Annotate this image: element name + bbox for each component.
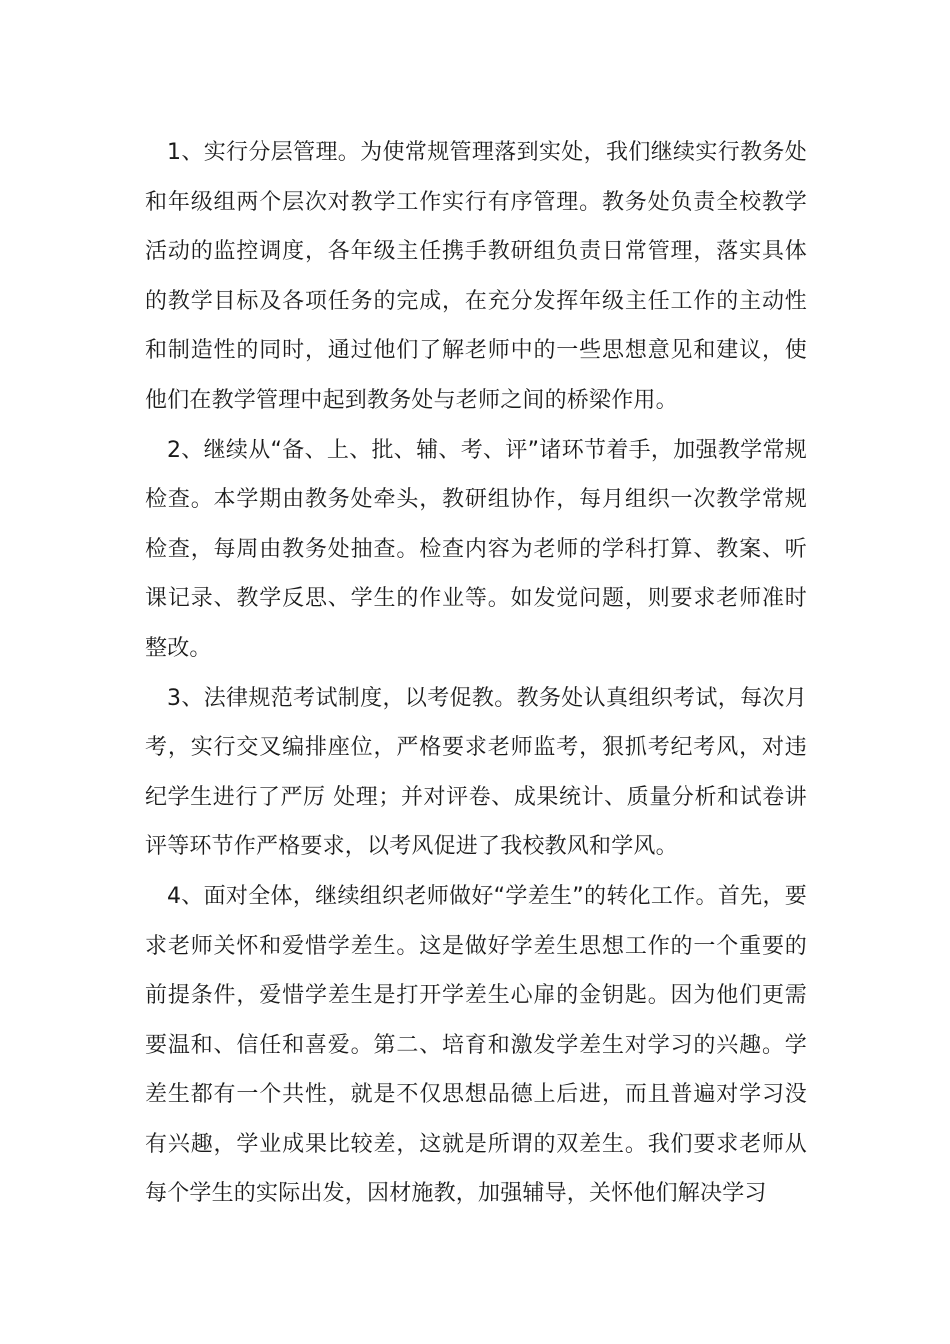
document-body [145, 128, 807, 1219]
paragraph-2: 2、继续从“备、上、批、辅、考、评”诸环节着手，加强教学常规检查。本学期由教务处牵头，教研组协作，每月组织一次教学常规检查，每周由教务处抽查。检查内容为老师的学科打算、教案、听课记录、教学反思、学生的作业等。如发觉问题，则要求老师准时整改。 [145, 437, 807, 661]
paragraph-3: 3、法律规范考试制度，以考促教。教务处认真组织考试，每次月考，实行交叉编排座位，严格要求老师监考，狠抓考纪考风，对违纪学生进行了严厉 处理；并对评卷、成果统计、质量分析和试卷讲评等环节作严格要求，以考风促进了我校教风和学风。 [145, 685, 807, 860]
paragraph-1: 1、实行分层管理。为使常规管理落到实处，我们继续实行教务处和年级组两个层次对教学工作实行有序管理。教务处负责全校教学活动的监控调度，各年级主任携手教研组负责日常管理，落实具体的教学目标及各项任务的完成，在充分发挥年级主任工作的主动性和制造性的同时，通过他们了解老师中的一些思想意见和建议，使他们在教学管理中起到教务处与老师之间的桥梁作用。 [145, 140, 807, 413]
paragraph-4: 4、面对全体，继续组织老师做好“学差生”的转化工作。首先，要求老师关怀和爱惜学差生。这是做好学差生思想工作的一个重要的前提条件，爱惜学差生是打开学差生心扉的金钥匙。因为他们更需要温和、信任和喜爱。第二、培育和激发学差生对学习的兴趣。学差生都有一个共性，就是不仅思想品德上后进，而且普遍对学习没有兴趣，学业成果比较差，这就是所谓的双差生。我们要求老师从每个学生的实际出发，因材施教，加强辅导，关怀他们解决学习 [145, 883, 807, 1207]
